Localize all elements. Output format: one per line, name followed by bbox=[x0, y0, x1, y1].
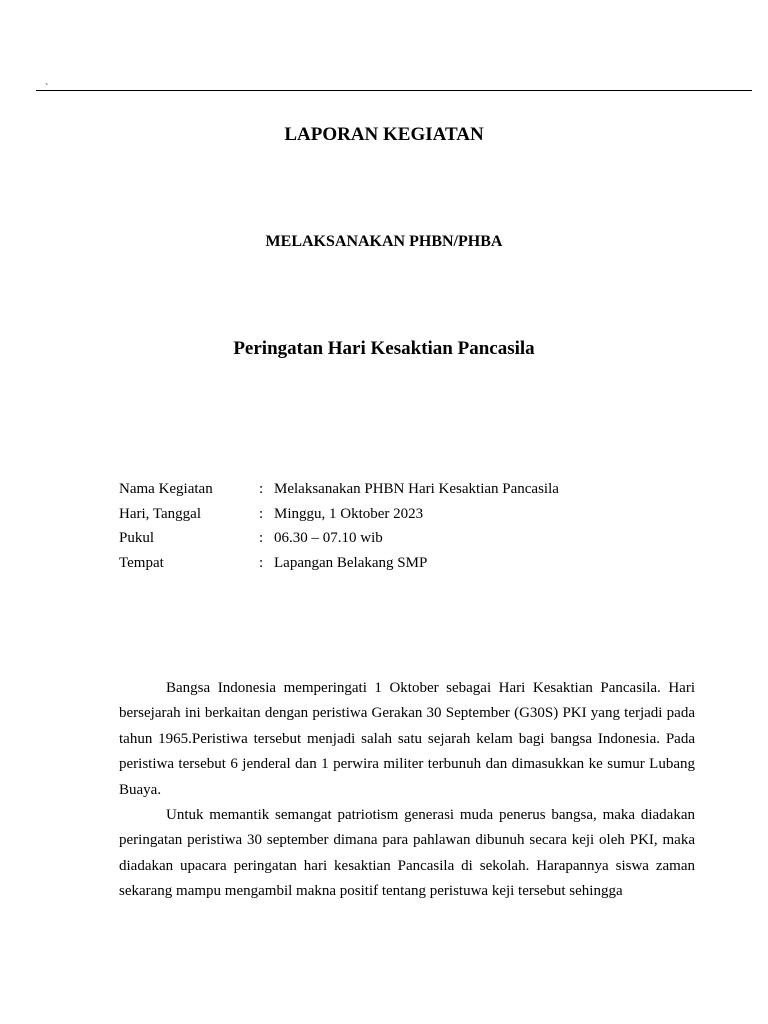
info-label: Tempat bbox=[119, 554, 164, 571]
event-title: Peringatan Hari Kesaktian Pancasila bbox=[233, 338, 535, 359]
body-paragraph: Untuk memantik semangat patriotism generasi muda penerus bangsa, maka diadakan peringatan peristiwa 30 september dimana para pahlawan dibunuh secara keji oleh PKI, maka diadakan upacara peringatan hari kesaktian Pancasila di sekolah. Harapannya siswa zaman sekarang mampu mengambil makna positif tentang peristuwa keji tersebut sehingga bbox=[119, 807, 695, 900]
info-value: Lapangan Belakang SMP bbox=[274, 554, 428, 571]
info-row-date bbox=[119, 502, 679, 527]
info-separator: : bbox=[259, 530, 264, 547]
top-rule-divider bbox=[36, 90, 752, 91]
info-row-name bbox=[119, 477, 679, 502]
info-row-time bbox=[119, 526, 679, 551]
info-row-place bbox=[119, 551, 679, 576]
info-separator: : bbox=[259, 505, 264, 522]
activity-info-table bbox=[119, 477, 679, 575]
info-value: Minggu, 1 Oktober 2023 bbox=[274, 505, 424, 522]
header-mark: ` bbox=[45, 83, 49, 94]
report-subtitle: MELAKSANAKAN PHBN/PHBA bbox=[265, 233, 503, 250]
info-separator: : bbox=[259, 554, 264, 571]
info-label: Nama Kegiatan bbox=[119, 481, 213, 497]
info-label: Pukul bbox=[119, 530, 155, 547]
report-body bbox=[119, 676, 695, 905]
info-value: 06.30 – 07.10 wib bbox=[274, 530, 383, 547]
info-separator: : bbox=[259, 481, 264, 497]
report-title: LAPORAN KEGIATAN bbox=[284, 124, 484, 145]
info-value: Melaksanakan PHBN Hari Kesaktian Pancasila bbox=[274, 481, 559, 497]
info-label: Hari, Tanggal bbox=[119, 505, 201, 522]
body-paragraph: Bangsa Indonesia memperingati 1 Oktober sebagai Hari Kesaktian Pancasila. Hari bersejarah ini berkaitan dengan peristiwa Gerakan 30 September (G30S) PKI yang terjadi pada tahun 1965.Peristiwa tersebut menjadi salah satu sejarah kelam bagi bangsa Indonesia. Pada peristiwa tersebut 6 jenderal dan 1 perwira militer terbunuh dan dimasukkan ke sumur Lubang Buaya. bbox=[119, 680, 695, 798]
